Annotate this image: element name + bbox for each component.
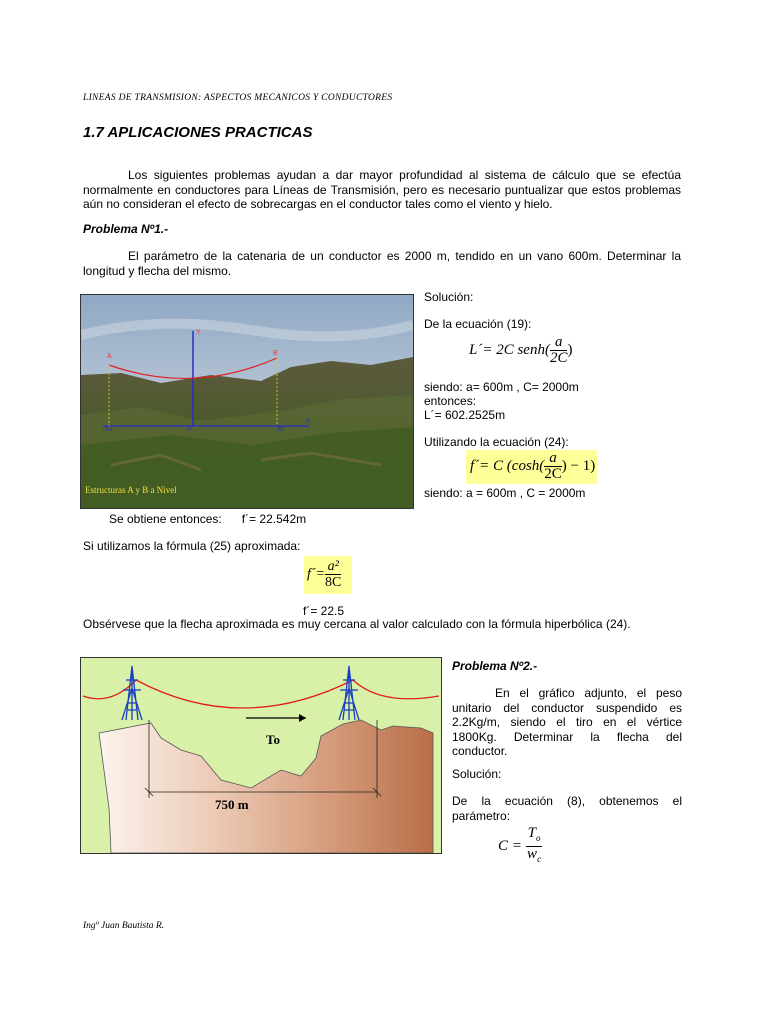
photo-label-b: B <box>273 350 278 357</box>
photo-label-xb: Xb <box>277 427 285 433</box>
equation-ref-24: Utilizando la ecuación (24): <box>424 435 569 449</box>
problem1-heading: Problema Nº1.- <box>83 222 169 236</box>
eq8-num: T <box>527 825 536 841</box>
photo-label-a: A <box>107 353 112 360</box>
eq24-rhs: ) − 1) <box>561 457 596 474</box>
eq19-num: a <box>550 335 568 351</box>
span-diagram <box>80 657 442 854</box>
observation: Obsérvese que la flecha aproximada es muy cercana al valor calculado con la fórmula hiperbólica (24). <box>83 617 631 631</box>
photo-label-x: X <box>306 418 311 425</box>
equation-25 <box>304 556 352 594</box>
landscape-photo <box>80 294 414 509</box>
eq19-lhs: L´= 2C senh( <box>469 341 550 358</box>
solution-label-2: Solución: <box>452 767 502 781</box>
eq25-lhs: f´= <box>307 566 325 582</box>
eq25-den: 8C <box>325 575 342 590</box>
eq19-rhs: ) <box>567 341 573 358</box>
eq8-num-sub: o <box>535 833 541 843</box>
then-label: entonces: <box>424 394 477 408</box>
eq24-den: 2C <box>544 466 562 482</box>
tension-label: To <box>266 732 280 747</box>
eq24-num: a <box>544 451 562 467</box>
problem2-statement: En el gráfico adjunto, el peso unitario del conductor suspendido es 2.2Kg/m, siendo el tiro en el vértice 1800Kg. Determinar la flecha del conductor. <box>452 686 682 758</box>
equation-8 <box>498 826 542 867</box>
footer-author: Ingº Juan Bautista R. <box>83 921 165 931</box>
eq19-den: 2C <box>549 350 568 366</box>
eq24-lhs: f´= C (cosh( <box>470 457 545 474</box>
problem2-heading: Problema Nº2.- <box>452 659 538 673</box>
length-result: L´= 602.2525m <box>424 408 506 422</box>
sag-result: Se obtiene entonces: f´= 22.542m <box>109 512 307 526</box>
eq8-den: w <box>527 846 538 862</box>
span-drawing <box>81 658 441 853</box>
approx-sag-result: f´= 22.5 <box>303 604 345 618</box>
photo-drawing <box>81 295 413 508</box>
eq8-den-sub: c <box>537 854 542 864</box>
equation-24 <box>466 450 597 484</box>
photo-label-o: O <box>187 426 192 432</box>
running-header: LINEAS DE TRANSMISION: ASPECTOS MECANICOS Y CONDUCTORES <box>83 93 393 103</box>
span-length-label: 750 m <box>215 797 249 812</box>
eq25-num: a² <box>325 559 341 575</box>
equation-ref-8: De la ecuación (8), obtenemos el parámetro: <box>452 794 682 823</box>
solution-label-1: Solución: <box>424 290 474 304</box>
approx-formula-intro: Si utilizamos la fórmula (25) aproximada: <box>83 539 301 553</box>
section-title: 1.7 APLICACIONES PRACTICAS <box>83 124 313 141</box>
given-values-2: siendo: a = 600m , C = 2000m <box>424 486 586 500</box>
equation-ref-19: De la ecuación (19): <box>424 317 532 331</box>
photo-label-xa: Xa <box>105 427 113 433</box>
intro-paragraph: Los siguientes problemas ayudan a dar mayor profundidad al sistema de cálculo que se efectúa normalmente en conductores para Líneas de Transmisión, pero es necesario puntualizar que estos problemas aún no consideran el efecto de sobrecargas en el conductor tales como el viento y hielo. <box>83 168 681 211</box>
eq8-lhs: C = <box>498 837 522 854</box>
photo-label-y: Y <box>196 329 201 336</box>
given-values-1: siendo: a= 600m , C= 2000m <box>424 380 579 394</box>
problem1-statement: El parámetro de la catenaria de un conductor es 2000 m, tendido en un vano 600m. Determinar la longitud y flecha del mismo. <box>83 249 681 278</box>
photo-caption: Estructuras A y B a Nivel <box>85 485 177 495</box>
equation-19 <box>469 335 572 366</box>
